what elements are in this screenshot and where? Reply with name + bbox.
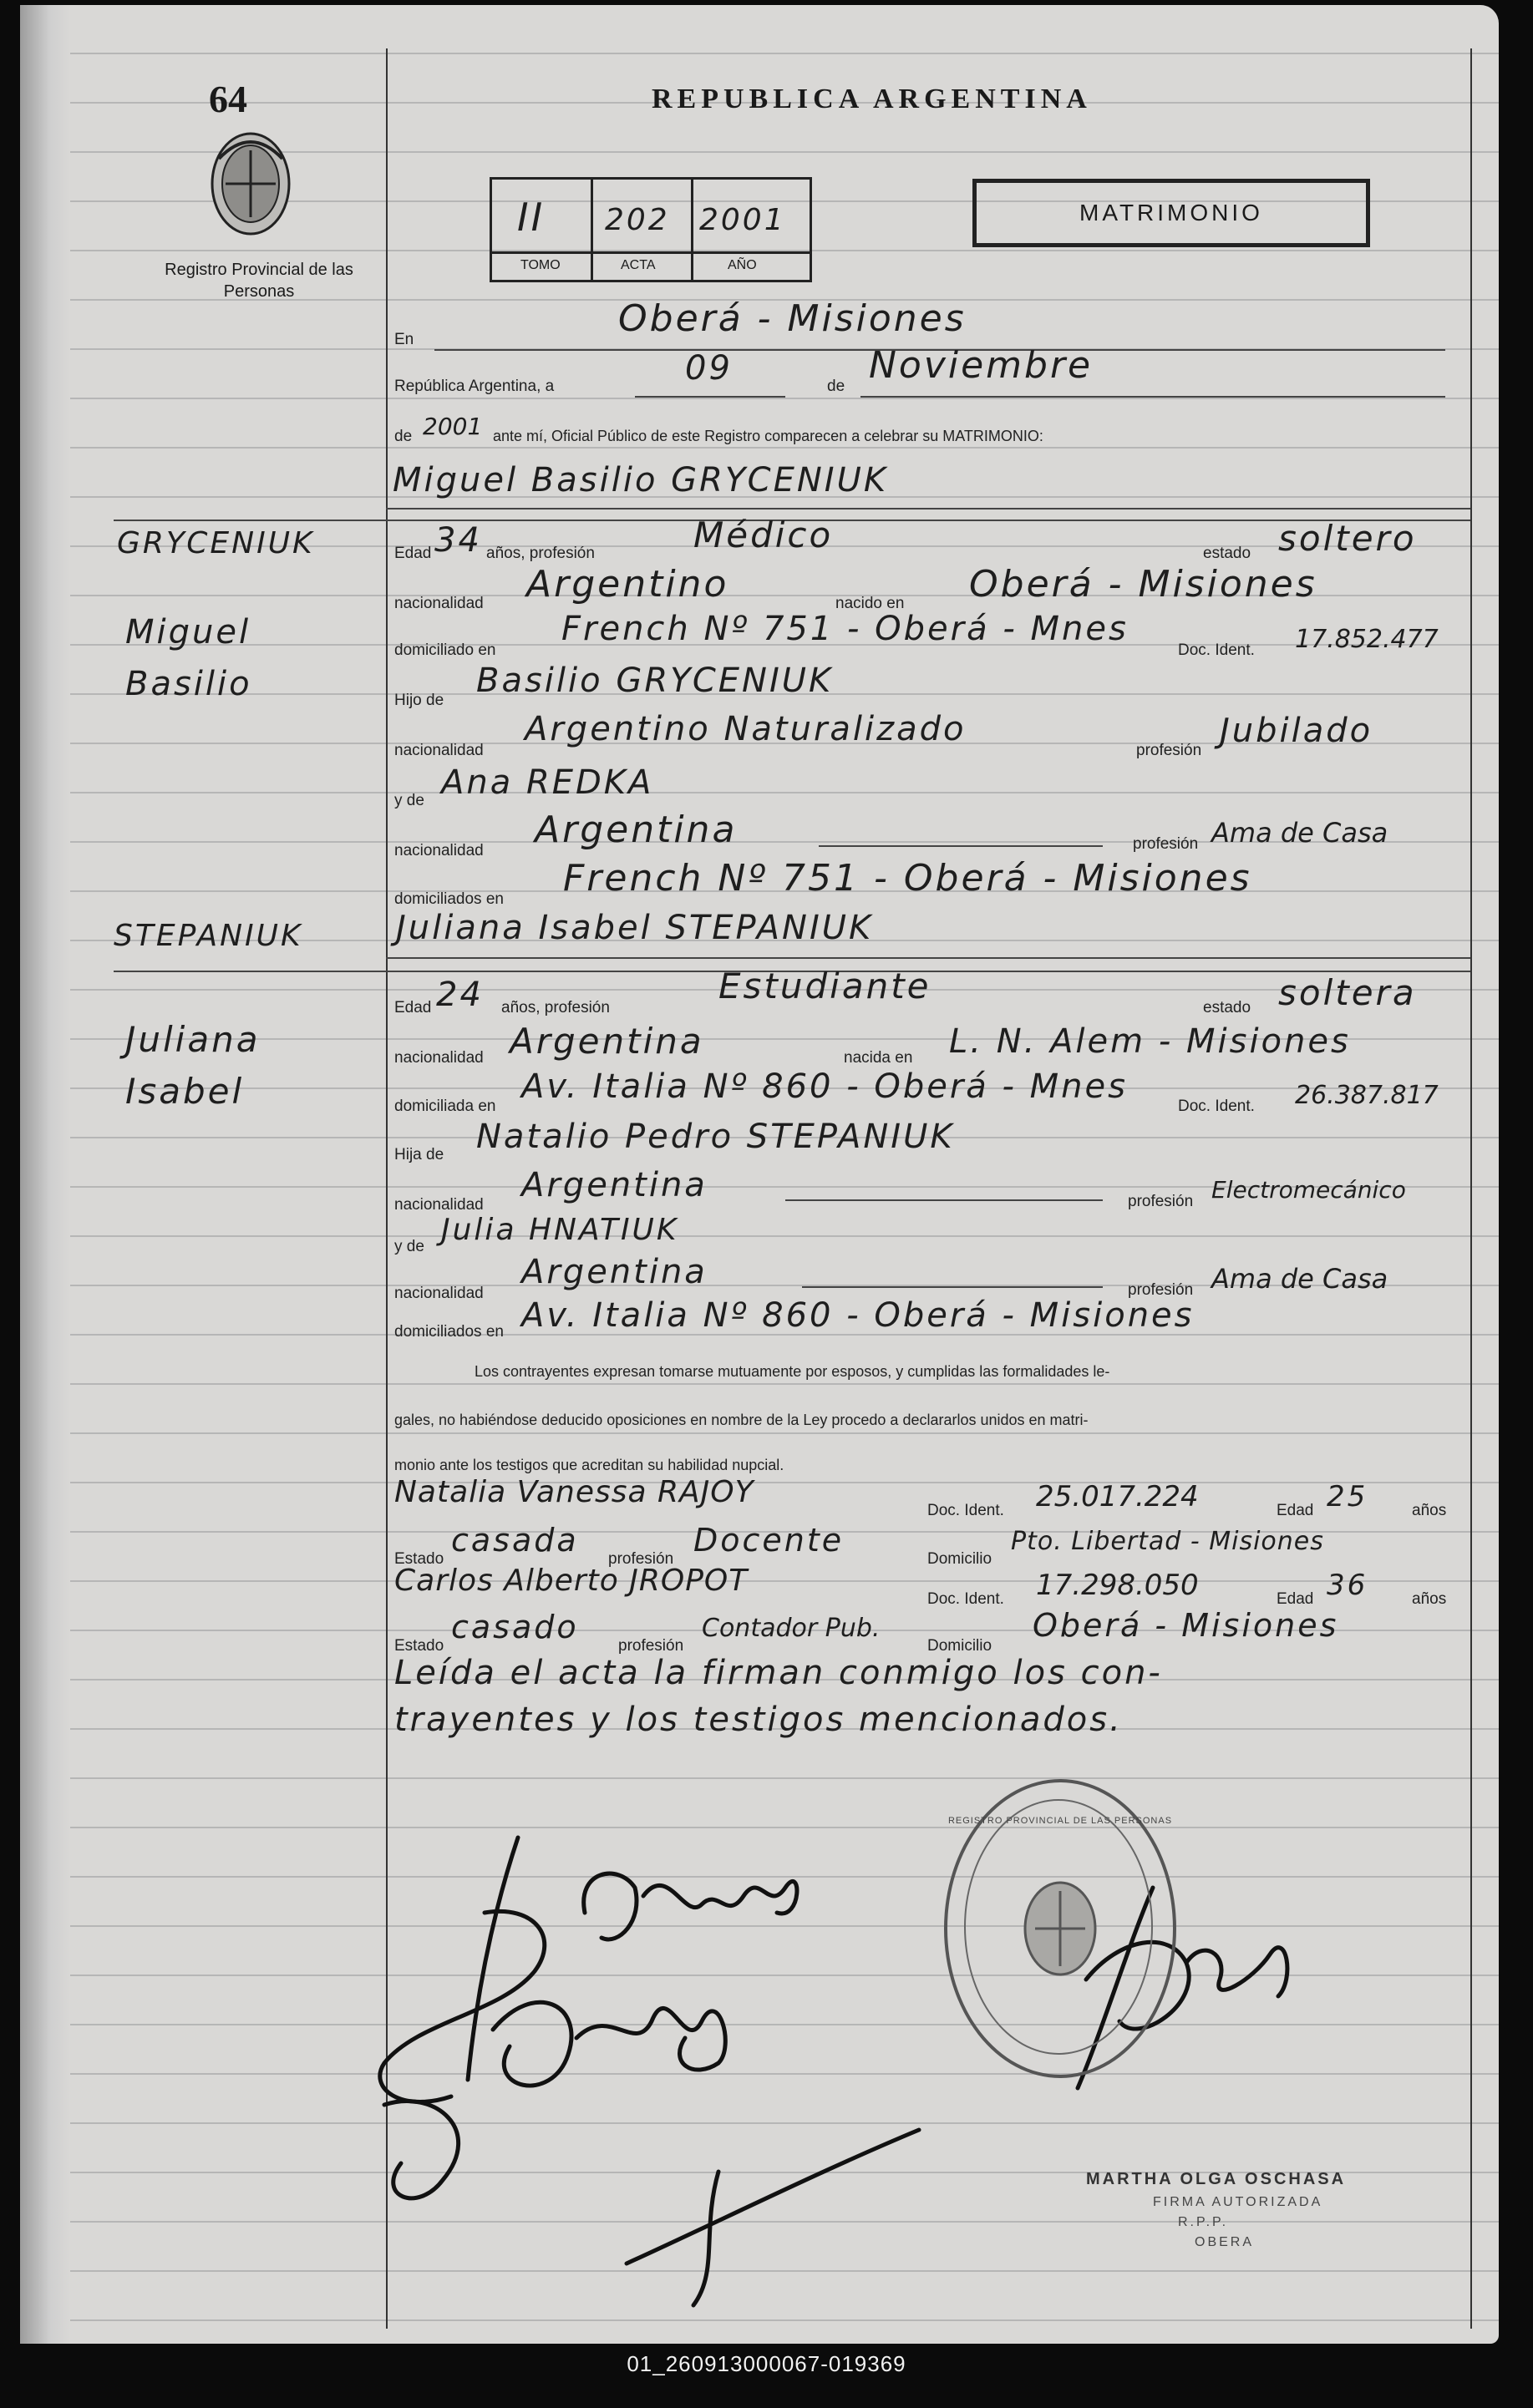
witness2-address: Oberá - Misiones (1033, 1607, 1339, 1644)
witness2-anos-label: años (1412, 1590, 1447, 1608)
divider-line (386, 957, 1470, 959)
bride-dom-label: domiciliada en (394, 1098, 496, 1115)
act-number-box (490, 177, 812, 282)
bride-mother-prof-label: profesión (1128, 1281, 1194, 1299)
bride-margin-name-1: Juliana (125, 1019, 261, 1060)
groom-nationality: Argentino (526, 563, 729, 606)
witness1-doc: 25.017.224 (1036, 1480, 1199, 1513)
official-stamp (944, 1779, 1176, 2078)
tomo-value: II (517, 195, 546, 240)
declaration-line-2: gales, no habiéndose deducido oposiciones en nombre de la Ley procedo a declararlos unidos en matri- (394, 1412, 1089, 1428)
witness1-address: Pto. Libertad - Misiones (1011, 1527, 1324, 1556)
witness2-edad-label: Edad (1277, 1590, 1314, 1608)
stamp-text: REGISTRO PROVINCIAL DE LAS PERSONAS (947, 1816, 1173, 1826)
groom-doc: 17.852.477 (1295, 625, 1439, 654)
witness2-age: 36 (1327, 1569, 1368, 1602)
witness2-estado-label: Estado (394, 1637, 444, 1655)
en-label: En (394, 331, 414, 348)
witness1-estado-label: Estado (394, 1550, 444, 1568)
republic-label: República Argentina, a (394, 378, 555, 395)
marriage-day: 09 (685, 349, 733, 388)
groom-mother-prof-label: profesión (1133, 835, 1199, 853)
bride-edad-label: Edad (394, 999, 432, 1016)
declaration-line-3: monio ante los testigos que acreditan su habilidad nupcial. (394, 1457, 784, 1473)
witness1-edad-label: Edad (1277, 1502, 1314, 1519)
witness1-dom-label: Domicilio (927, 1550, 992, 1568)
groom-profession: Médico (693, 515, 834, 555)
groom-father-nationality: Argentino Naturalizado (525, 710, 967, 748)
bride-margin-surname: STEPANIUK (114, 919, 303, 953)
fill-line (785, 1199, 1103, 1201)
groom-yde-label: y de (394, 792, 424, 809)
bride-hija-label: Hija de (394, 1146, 444, 1163)
bride-father-prof-label: profesión (1128, 1193, 1194, 1210)
closing-line-1: Leída el acta la firman conmigo los con- (394, 1654, 1163, 1692)
groom-parents-address: French Nº 751 - Oberá - Misiones (563, 857, 1252, 900)
fill-line (819, 845, 1103, 847)
bride-mother-nat-label: nacionalidad (394, 1285, 484, 1302)
groom-mother-nationality: Argentina (535, 809, 738, 851)
ano-value: 2001 (699, 203, 786, 237)
witness1-estado: casada (451, 1522, 579, 1559)
groom-estado-label: estado (1203, 545, 1251, 562)
groom-father-profession: Jubilado (1220, 712, 1373, 750)
country-title: REPUBLICA ARGENTINA (652, 84, 1092, 114)
declaration-line-1: Los contrayentes expresan tomarse mutuamente por esposos, y cumplidas las formalidades le- (475, 1363, 1110, 1380)
groom-age: 34 (434, 521, 482, 560)
witness1-name: Natalia Vanessa RAJOY (394, 1475, 754, 1509)
intro-text: ante mí, Oficial Público de este Registro comparecen a celebrar su MATRIMONIO: (493, 428, 1043, 444)
witness2-dom-label: Domicilio (927, 1637, 992, 1655)
fill-line (802, 1286, 1103, 1288)
bride-estado-label: estado (1203, 999, 1251, 1016)
groom-margin-surname: GRYCENIUK (117, 526, 315, 560)
year-prefix: de (394, 428, 413, 445)
groom-parents-dom-label: domiciliados en (394, 890, 504, 908)
witness2-name: Carlos Alberto JROPOT (394, 1564, 749, 1598)
bride-father: Natalio Pedro STEPANIUK (476, 1118, 955, 1156)
groom-doc-label: Doc. Ident. (1178, 641, 1255, 659)
acta-value: 202 (605, 203, 670, 237)
bride-margin-name-2: Isabel (125, 1071, 245, 1112)
box-divider (492, 251, 810, 254)
coat-of-arms-icon (201, 125, 301, 242)
groom-dom-label: domiciliado en (394, 641, 496, 659)
witness1-anos-label: años (1412, 1502, 1447, 1519)
groom-anos-profesion: años, profesión (486, 545, 595, 562)
month-line (860, 396, 1445, 398)
bride-nacida-label: nacida en (844, 1049, 913, 1067)
day-line (635, 396, 785, 398)
witness2-prof-label: profesión (618, 1637, 684, 1655)
groom-mother-nat-label: nacionalidad (394, 842, 484, 859)
bride-estado: soltera (1278, 972, 1417, 1013)
marriage-place: Oberá - Misiones (618, 297, 967, 340)
marriage-month: Noviembre (869, 344, 1094, 387)
bride-parents-dom-label: domiciliados en (394, 1323, 504, 1341)
groom-mother-profession: Ama de Casa (1211, 817, 1388, 849)
groom-father-nat-label: nacionalidad (394, 742, 484, 759)
bride-mother-profession: Ama de Casa (1211, 1263, 1388, 1295)
de-label: de (827, 378, 845, 395)
box-divider (691, 180, 693, 280)
closing-line-2: trayentes y los testigos mencionados. (394, 1701, 1123, 1739)
stamp-role: FIRMA AUTORIZADA (1153, 2195, 1323, 2209)
stamp-location: OBERA (1195, 2235, 1255, 2249)
witness1-doc-label: Doc. Ident. (927, 1502, 1004, 1519)
bride-doc-label: Doc. Ident. (1178, 1098, 1255, 1115)
book-binding (20, 5, 70, 2344)
groom-full-name: Miguel Basilio GRYCENIUK (393, 461, 889, 499)
record-type-box (972, 179, 1370, 247)
bride-doc: 26.387.817 (1295, 1081, 1439, 1110)
groom-mother: Ana REDKA (441, 763, 654, 802)
groom-nat-label: nacionalidad (394, 595, 484, 612)
divider-line (386, 508, 1470, 509)
bride-nationality: Argentina (510, 1021, 704, 1062)
witness2-profession: Contador Pub. (702, 1614, 881, 1643)
stamp-office: R.P.P. (1178, 2215, 1229, 2229)
stamp-seal-icon (1014, 1874, 1106, 1983)
marriage-year: 2001 (423, 413, 483, 440)
witness1-profession: Docente (693, 1522, 845, 1559)
bride-father-nat-label: nacionalidad (394, 1196, 484, 1214)
registry-name (159, 259, 359, 302)
bride-birthplace: L. N. Alem - Misiones (949, 1022, 1351, 1061)
groom-nacido-label: nacido en (835, 595, 905, 612)
witness2-doc: 17.298.050 (1036, 1569, 1199, 1602)
box-divider (591, 180, 593, 280)
bride-parents-address: Av. Italia Nº 860 - Oberá - Misiones (521, 1296, 1195, 1335)
record-type: MATRIMONIO (1079, 200, 1263, 226)
bride-profession: Estudiante (718, 966, 931, 1006)
tomo-label: TOMO (520, 258, 561, 272)
image-identifier: 01_260913000067-019369 (627, 2351, 906, 2376)
witness1-age: 25 (1327, 1480, 1368, 1513)
page-number: 64 (209, 78, 247, 120)
bride-address: Av. Italia Nº 860 - Oberá - Mnes (521, 1067, 1128, 1106)
stamp-official-name: MARTHA OLGA OSCHASA (1086, 2170, 1347, 2188)
bride-full-name: Juliana Isabel STEPANIUK (396, 909, 874, 947)
bride-mother-nationality: Argentina (521, 1253, 708, 1291)
bride-yde-label: y de (394, 1238, 424, 1255)
groom-father: Basilio GRYCENIUK (476, 662, 834, 700)
groom-hijo-label: Hijo de (394, 692, 444, 709)
bride-age: 24 (436, 976, 484, 1014)
groom-father-prof-label: profesión (1136, 742, 1202, 759)
bride-anos-profesion: años, profesión (501, 999, 610, 1016)
groom-address: French Nº 751 - Oberá - Mnes (561, 610, 1129, 648)
right-rule (1470, 48, 1472, 2329)
groom-edad-label: Edad (394, 545, 432, 562)
witness1-prof-label: profesión (608, 1550, 674, 1568)
groom-estado: soltero (1278, 518, 1417, 559)
witness2-doc-label: Doc. Ident. (927, 1590, 1004, 1608)
bride-nat-label: nacionalidad (394, 1049, 484, 1067)
bride-father-nationality: Argentina (521, 1166, 708, 1204)
acta-label: ACTA (621, 258, 656, 272)
registry-name-text: Registro Provincial de las Personas (165, 261, 353, 301)
bride-mother: Julia HNATIUK (441, 1213, 679, 1247)
groom-margin-name-2: Basilio (125, 665, 252, 703)
witness2-estado: casado (451, 1609, 579, 1645)
groom-margin-name-1: Miguel (125, 613, 251, 651)
bride-father-profession: Electromecánico (1211, 1176, 1406, 1204)
groom-birthplace: Oberá - Misiones (969, 563, 1317, 606)
ano-label: AÑO (728, 258, 757, 272)
